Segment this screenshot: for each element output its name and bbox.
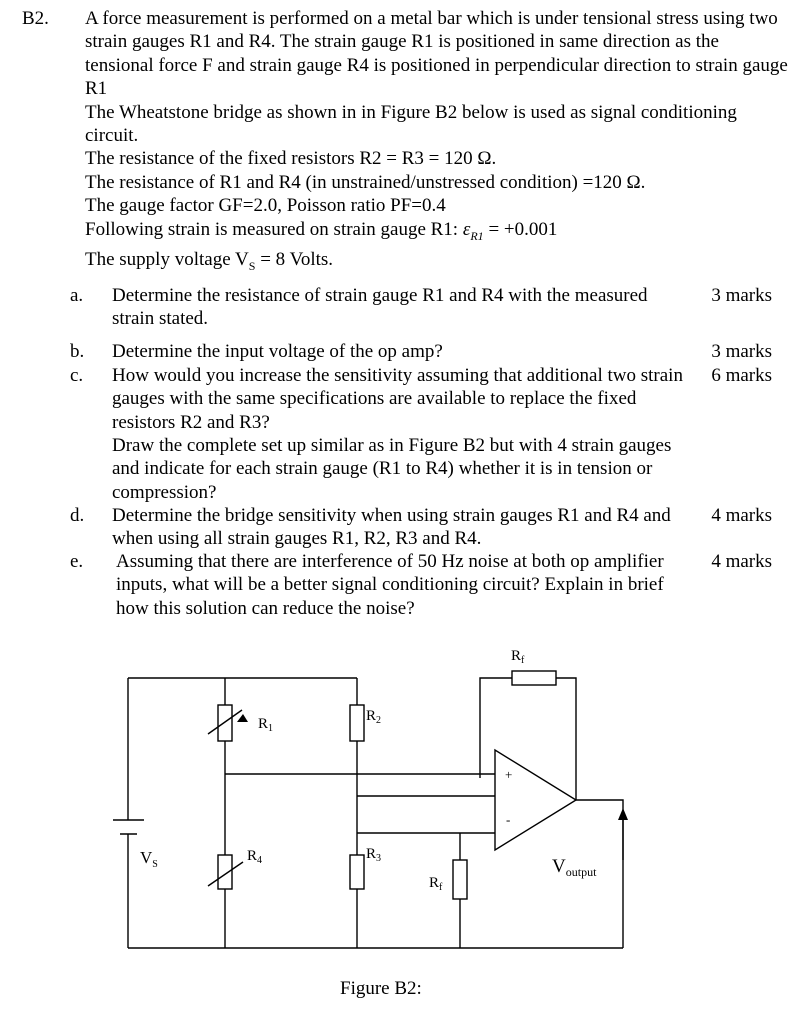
strain-line: Following strain is measured on strain gauge R1: $\varepsilon_{R1} = +0.001$ [85, 218, 558, 243]
figure-caption: Figure B2: [340, 978, 422, 999]
question-intro [85, 7, 790, 278]
label-rf-top: $R_f$ [511, 648, 525, 666]
part-text: Determine the input voltage of the op amp? [112, 341, 443, 362]
part-letter: c. [70, 365, 84, 386]
label-vout: $V_{output}$ [552, 856, 597, 879]
supply-line: The supply voltage $V_S = 8$ Volts. [85, 248, 334, 273]
rf-feedback-resistor [512, 671, 556, 685]
label-r4: $R_4$ [247, 848, 263, 866]
intro-line: A force measurement is performed on a metal bar which is under tensional stress using two strain gauges R1 and R4. The strain gauge R1 is positioned in same direction as the tensional force F and strain gauge R4 is positioned in perpendicular direction to strain gauge R1 [85, 8, 788, 100]
output-arrow-head [618, 808, 628, 820]
r4-resistor [218, 855, 232, 889]
part-text: Determine the resistance of strain gauge R1 and R4 with the measured strain stated. [112, 285, 648, 330]
r2-resistor [350, 705, 364, 741]
part-marks: 3 marks [711, 285, 772, 306]
part-letter: e. [70, 551, 84, 572]
label-r1: $R_1$ [258, 716, 274, 734]
part-marks: 3 marks [711, 341, 772, 362]
label-r3: $R_3$ [366, 846, 382, 864]
op-amp [495, 750, 576, 850]
part-text: How would you increase the sensitivity assuming that additional two strain gauges with the same specifications are available to replace the fixed resistors R2 and R3? [112, 365, 683, 433]
part-text: Assuming that there are interference of 50 Hz noise at both op amplifier inputs, what will be a better signal conditioning circuit? Explain in brief how this solution can reduce the noise? [116, 551, 664, 619]
part-text: Determine the bridge sensitivity when using strain gauges R1 and R4 and when using all strain gauges R1, R2, R3 and R4. [112, 505, 671, 550]
wheatstone-bridge-circuit [100, 630, 660, 965]
part-letter: a. [70, 285, 84, 306]
intro-line: The Wheatstone bridge as shown in in Figure B2 below is used as signal conditioning circuit. [85, 101, 737, 147]
part-marks: 4 marks [711, 551, 772, 572]
part-letter: d. [70, 505, 85, 526]
wire-node-right [357, 796, 495, 833]
rf-ground-resistor [453, 860, 467, 899]
label-r2: $R_2$ [366, 708, 382, 726]
part-marks: 4 marks [711, 505, 772, 526]
label-minus: - [506, 812, 511, 827]
label-vs: $V_S$ [140, 848, 158, 870]
question-number: B2. [22, 8, 49, 29]
r1-resistor [218, 705, 232, 741]
part-marks: 6 marks [711, 365, 772, 386]
label-plus: + [505, 767, 513, 782]
label-rf-bottom: $R_f$ [429, 875, 443, 893]
r3-resistor [350, 855, 364, 889]
intro-line: The gauge factor GF=2.0, Poisson ratio PF=0.4 [85, 195, 446, 217]
r1-arrow-head [237, 714, 248, 722]
part-text: Draw the complete set up similar as in Figure B2 but with 4 strain gauges and indicate for each strain gauge (R1 to R4) whether it is in tension or compression? [112, 435, 672, 503]
intro-line: The resistance of the fixed resistors R2 = R3 = 120 Ω. [85, 148, 497, 170]
intro-line: The resistance of R1 and R4 (in unstrained/unstressed condition) =120 Ω. [85, 171, 646, 193]
part-letter: b. [70, 341, 85, 362]
